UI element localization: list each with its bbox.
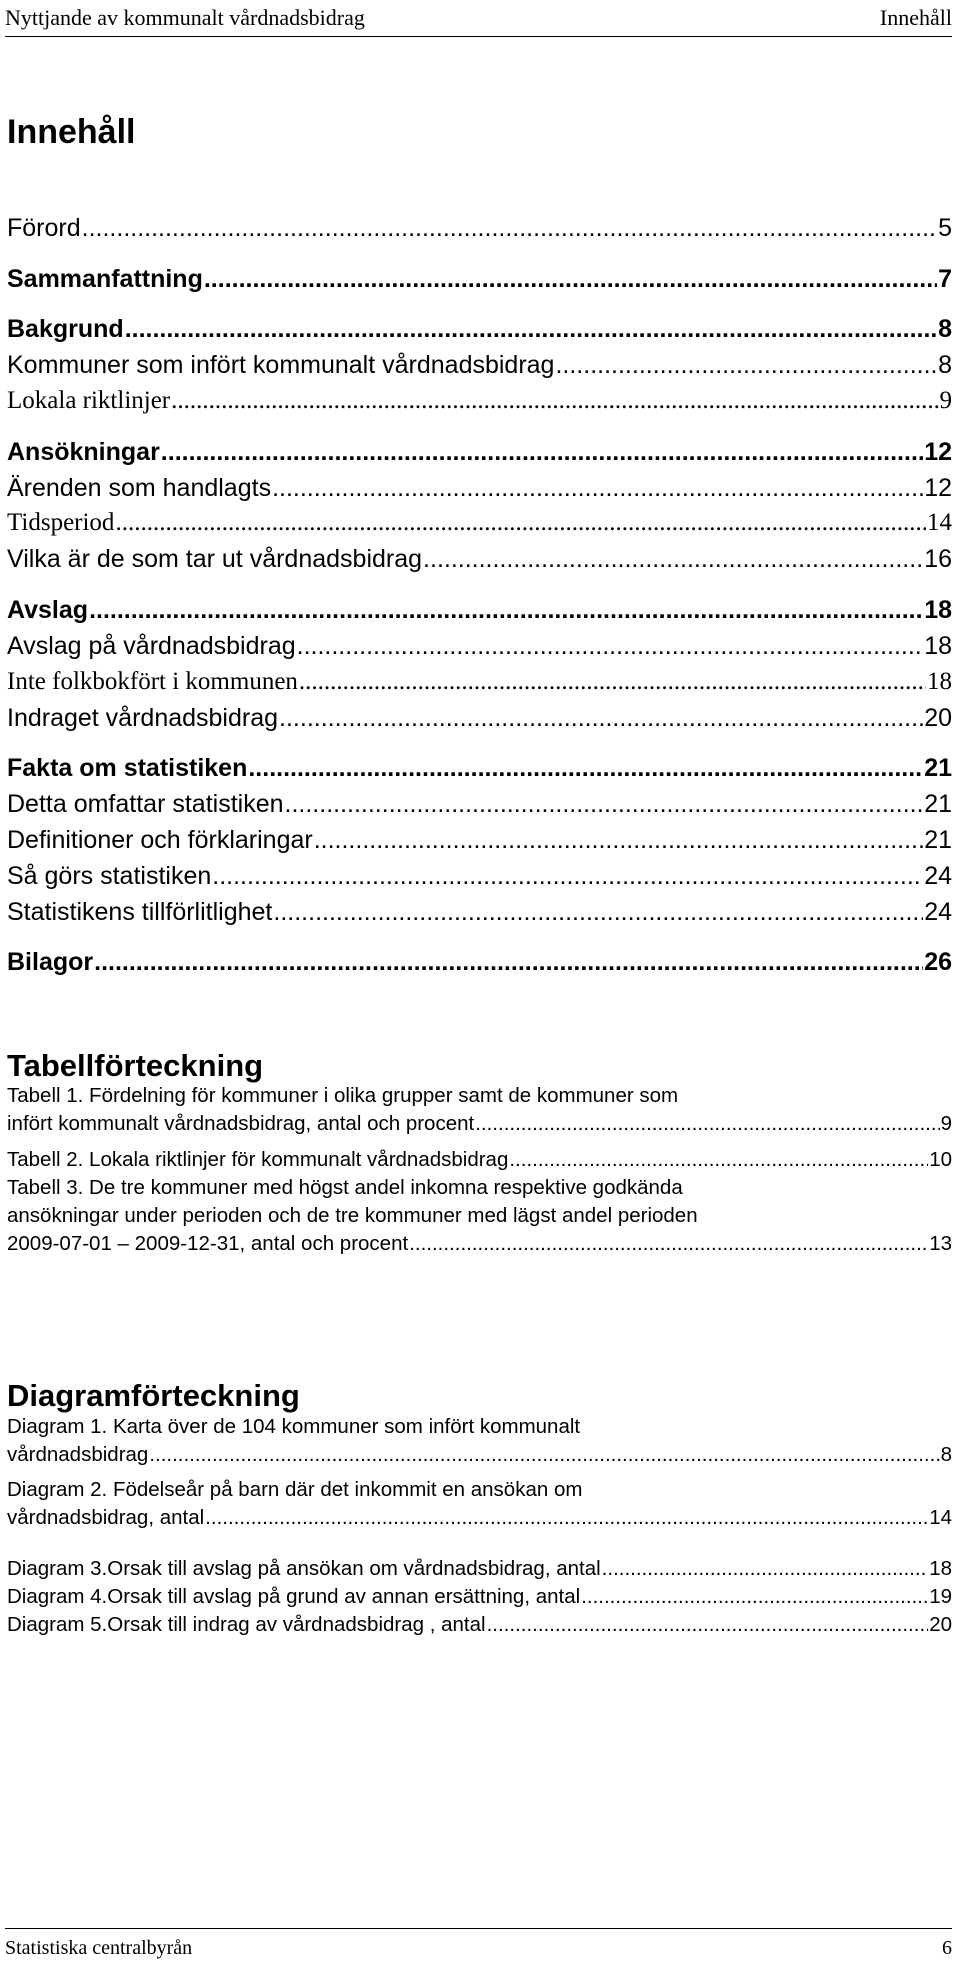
diagram-entry-last-line	[7, 1441, 952, 1469]
table-entry-last-line-page-number: 10	[929, 1148, 952, 1171]
table-entry-caption-line: ansökningar under perioden och de tre kommuner med lägst andel perioden	[7, 1204, 698, 1227]
diagram-entry-last-line	[7, 1555, 952, 1583]
diagram-entry[interactable]	[7, 1413, 952, 1469]
diagram-entry-last-line-label: vårdnadsbidrag	[7, 1443, 149, 1466]
toc-entry-page-number: 12	[924, 474, 952, 502]
diagram-entry-last-line-label: Diagram 4.Orsak till avslag på grund av annan ersättning, antal	[7, 1585, 581, 1608]
diagram-entry-last-line-page-number: 18	[929, 1557, 952, 1580]
header-section-name: Innehåll	[879, 5, 952, 30]
toc-entry-page-number: 21	[924, 790, 952, 818]
header-document-title: Nyttjande av kommunalt vårdnadsbidrag	[5, 5, 365, 30]
diagram-entry-last-line-label: Diagram 3.Orsak till avslag på ansökan om vårdnadsbidrag, antal	[7, 1557, 601, 1580]
toc-entry-label: Ärenden som handlagts	[7, 474, 272, 502]
dot-leader	[602, 1555, 929, 1583]
table-entry-last-line-label: infört kommunalt vårdnadsbidrag, antal och procent	[7, 1112, 475, 1135]
toc-entry-page-number: 8	[938, 315, 952, 343]
toc-entry-label: Inte folkbokfört i kommunen	[7, 668, 298, 695]
diagram-entry-last-line-page-number: 20	[929, 1613, 952, 1636]
toc-entry-label: Indraget vårdnadsbidrag	[7, 704, 279, 732]
toc-entry-page-number: 20	[924, 704, 952, 732]
footer-page-number: 6	[942, 1936, 952, 1959]
table-entry-caption-line: Tabell 3. De tre kommuner med högst andel inkomna respektive godkända	[7, 1176, 683, 1199]
table-entry-last-line-page-number: 13	[929, 1232, 952, 1255]
toc-title: Innehåll	[7, 113, 136, 151]
toc-entry-label: Förord	[7, 214, 81, 242]
dot-leader	[487, 1611, 929, 1639]
toc-entry-label: Statistikens tillförlitlighet	[7, 898, 273, 926]
toc-entry-label: Detta omfattar statistiken	[7, 790, 284, 818]
diagram-entry[interactable]	[7, 1583, 952, 1611]
toc-entry-page-number: 18	[924, 632, 952, 660]
toc-entry-label: Så görs statistiken	[7, 862, 212, 890]
toc-entry-label: Definitioner och förklaringar	[7, 826, 313, 854]
toc-entry-page-number: 24	[924, 898, 952, 926]
diagram-entry-last-line	[7, 1611, 952, 1639]
toc-entry-label: Ansökningar	[7, 438, 160, 466]
diagram-entry-last-line-page-number: 14	[929, 1506, 952, 1529]
toc-entry-label: Kommuner som infört kommunalt vårdnadsbidrag	[7, 351, 555, 379]
dot-leader	[205, 1504, 928, 1532]
running-footer	[5, 1928, 952, 1967]
diagram-entry-last-line-label: Diagram 5.Orsak till indrag av vårdnadsbidrag , antal	[7, 1613, 486, 1636]
diagram-entry-last-line	[7, 1583, 952, 1611]
diagram-entry-last-line-page-number: 8	[940, 1443, 952, 1466]
toc-entry-page-number: 12	[924, 438, 952, 466]
diagram-entry-last-line-page-number: 19	[929, 1585, 952, 1608]
diagram-list	[7, 0, 952, 1700]
diagram-entry[interactable]	[7, 1555, 952, 1583]
dot-leader	[149, 1441, 939, 1469]
toc-entry-page-number: 16	[924, 545, 952, 573]
table-entry-last-line-label: Tabell 2. Lokala riktlinjer för kommunalt vårdnadsbidrag	[7, 1148, 509, 1171]
diagram-entry-caption-line: Diagram 1. Karta över de 104 kommuner som infört kommunalt	[7, 1415, 581, 1438]
toc-entry-label: Avslag på vårdnadsbidrag	[7, 632, 296, 660]
toc-entry-label: Avslag	[7, 596, 89, 624]
toc-entry-page-number: 18	[927, 668, 952, 695]
diagram-entry[interactable]	[7, 1611, 952, 1639]
toc-entry-label: Sammanfattning	[7, 265, 203, 293]
toc-entry-page-number: 24	[924, 862, 952, 890]
toc-entry-label: Bilagor	[7, 948, 94, 976]
toc-entry-label: Tidsperiod	[7, 509, 115, 536]
toc-entry-page-number: 21	[924, 754, 952, 782]
toc-entry-page-number: 8	[938, 351, 952, 379]
toc-entry-page-number: 21	[924, 826, 952, 854]
toc-entry-label: Vilka är de som tar ut vårdnadsbidrag	[7, 545, 423, 573]
diagram-list-title: Diagramförteckning	[7, 1378, 300, 1413]
toc-entry-page-number: 18	[924, 596, 952, 624]
diagram-entry-last-line	[7, 1504, 952, 1532]
toc-entry-page-number: 14	[927, 509, 952, 536]
footer-publisher: Statistiska centralbyrån	[5, 1936, 193, 1959]
dot-leader	[581, 1583, 928, 1611]
diagram-entry[interactable]	[7, 1476, 952, 1532]
table-entry-last-line-label: 2009-07-01 – 2009-12-31, antal och procent	[7, 1232, 409, 1255]
table-entry-last-line-page-number: 9	[940, 1112, 952, 1135]
diagram-entry-last-line-label: vårdnadsbidrag, antal	[7, 1506, 205, 1529]
table-list-title: Tabellförteckning	[7, 1048, 264, 1083]
toc-entry-page-number: 7	[938, 265, 952, 293]
toc-entry-label: Fakta om statistiken	[7, 754, 248, 782]
toc-entry-page-number: 5	[938, 214, 952, 242]
table-entry-caption-line: Tabell 1. Fördelning för kommuner i olika grupper samt de kommuner som	[7, 1084, 679, 1107]
diagram-entry-caption-line: Diagram 2. Födelseår på barn där det inkommit en ansökan om	[7, 1478, 583, 1501]
toc-entry-label: Lokala riktlinjer	[7, 387, 171, 414]
toc-entry-label: Bakgrund	[7, 315, 124, 343]
toc-entry-page-number: 26	[924, 948, 952, 976]
toc-entry-page-number: 9	[939, 387, 952, 414]
